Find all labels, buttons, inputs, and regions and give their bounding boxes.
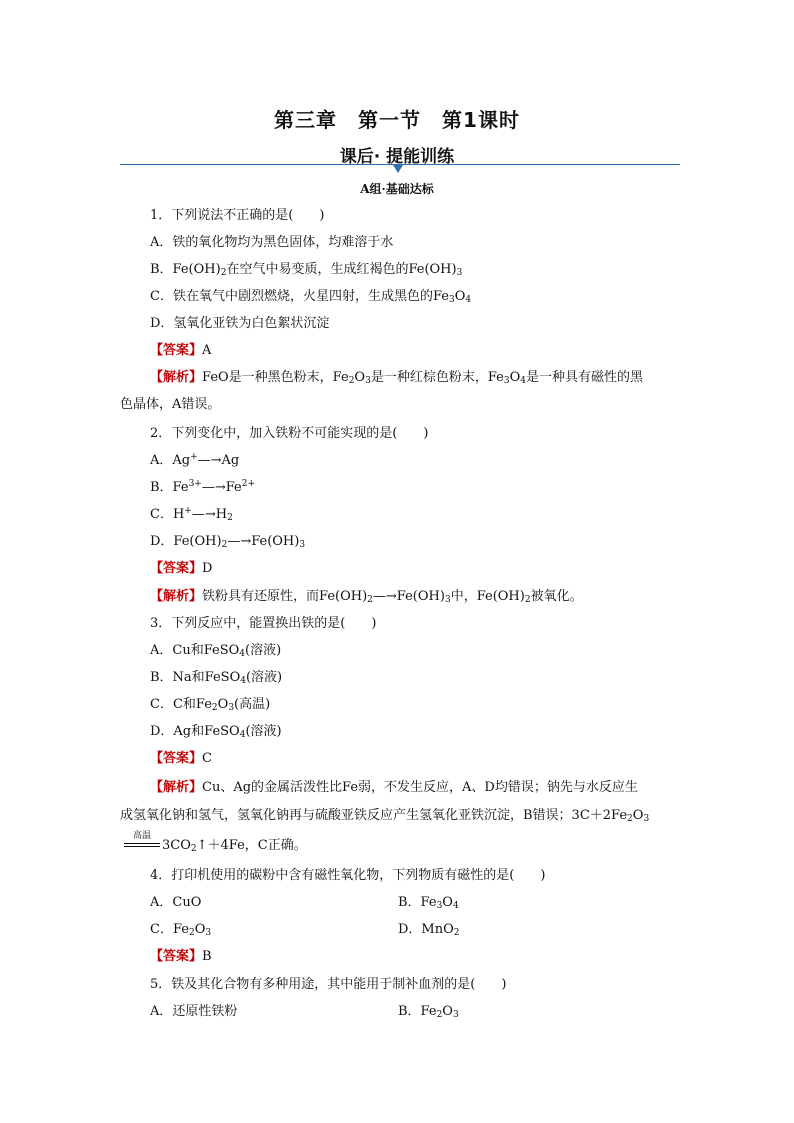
q2-option-d: D．$Fe(OH)_2—\to Fe(OH)_3$ <box>150 534 306 550</box>
reaction-condition <box>124 831 160 853</box>
q5-option-b: B．$Fe_2O_3$ <box>398 1004 459 1020</box>
q3-answer: 【答案】C <box>150 751 212 766</box>
q1-option-c: C．铁在氧气中剧烈燃烧，火星四射，生成黑色的$Fe_3O_4$ <box>150 289 472 305</box>
equals-line-bottom <box>124 846 160 847</box>
q3-option-d: D．Ag和FeSO$_4$(溶液) <box>150 724 282 740</box>
q1-stem: 1．下列说法不正确的是( ) <box>150 208 325 223</box>
chapter-title: 第三章 第一节 第1课时 <box>274 108 520 132</box>
q2-stem: 2．下列变化中，加入铁粉不可能实现的是( ) <box>150 426 429 441</box>
section-subtitle: 课后· 提能训练 <box>339 147 455 167</box>
q2-analysis: 【解析】铁粉具有还原性，而$Fe(OH)_2—\to Fe(OH)_3$中，$Fe(OH)_2$被氧化。 <box>150 589 583 605</box>
q2-option-b: B．$Fe^{3+}—\to Fe^{2+}$ <box>150 479 256 495</box>
q3-option-c: C．C和$Fe_2O_3$(高温) <box>150 697 271 713</box>
q5-stem: 5．铁及其化合物有多种用途，其中能用于制补血剂的是( ) <box>150 977 507 992</box>
q1-analysis-cont: 色晶体，A错误。 <box>120 397 221 412</box>
q4-answer: 【答案】B <box>150 949 212 964</box>
q3-stem: 3．下列反应中，能置换出铁的是( ) <box>150 616 377 631</box>
reaction-condition-label: 高温 <box>132 831 151 841</box>
group-title: A组·基础达标 <box>360 182 434 196</box>
q4-option-a: A．CuO <box>150 895 202 910</box>
q2-answer: 【答案】D <box>150 561 213 576</box>
q1-option-a: A．铁的氧化物均为黑色固体，均难溶于水 <box>150 235 394 250</box>
q3-analysis-equation: $3CO_2↑+4Fe$，C正确。 <box>162 838 307 854</box>
q1-analysis: 【解析】FeO是一种黑色粉末，$Fe_2O_3$是一种红棕色粉末，$Fe_3O_4$是一种具有磁性的黑 <box>150 370 643 386</box>
q2-option-c: C．$H^+—\to H_2$ <box>150 506 233 523</box>
equals-line-top <box>124 843 160 844</box>
q4-option-c: C．$Fe_2O_3$ <box>150 922 212 938</box>
q5-option-a: A．还原性铁粉 <box>150 1004 238 1019</box>
q1-option-d: D．氢氧化亚铁为白色絮状沉淀 <box>150 316 330 331</box>
q1-option-b: B．$Fe(OH)_2$在空气中易变质，生成红褐色的$Fe(OH)_3$ <box>150 262 463 278</box>
q3-option-b: B．Na和FeSO$_4$(溶液) <box>150 670 283 686</box>
q3-option-a: A．Cu和FeSO$_4$(溶液) <box>150 643 282 659</box>
q3-analysis-cont: 成氢氧化钠和氢气，氢氧化钠再与硫酸亚铁反应产生氢氧化亚铁沉淀，B错误；$3C+2Fe_2O_3$ <box>120 808 650 824</box>
q4-stem: 4．打印机使用的碳粉中含有磁性氧化物，下列物质有磁性的是( ) <box>150 868 546 883</box>
q4-option-b: B．$Fe_3O_4$ <box>398 895 459 911</box>
q4-option-d: D．MnO$_2$ <box>398 922 460 938</box>
triangle-marker-icon <box>393 165 403 173</box>
q2-option-a: A．Ag+—→Ag <box>150 452 240 468</box>
q3-analysis: 【解析】Cu、Ag的金属活泼性比Fe弱，不发生反应，A、D均错误；钠先与水反应生 <box>150 780 638 795</box>
q1-answer: 【答案】A <box>150 343 212 358</box>
